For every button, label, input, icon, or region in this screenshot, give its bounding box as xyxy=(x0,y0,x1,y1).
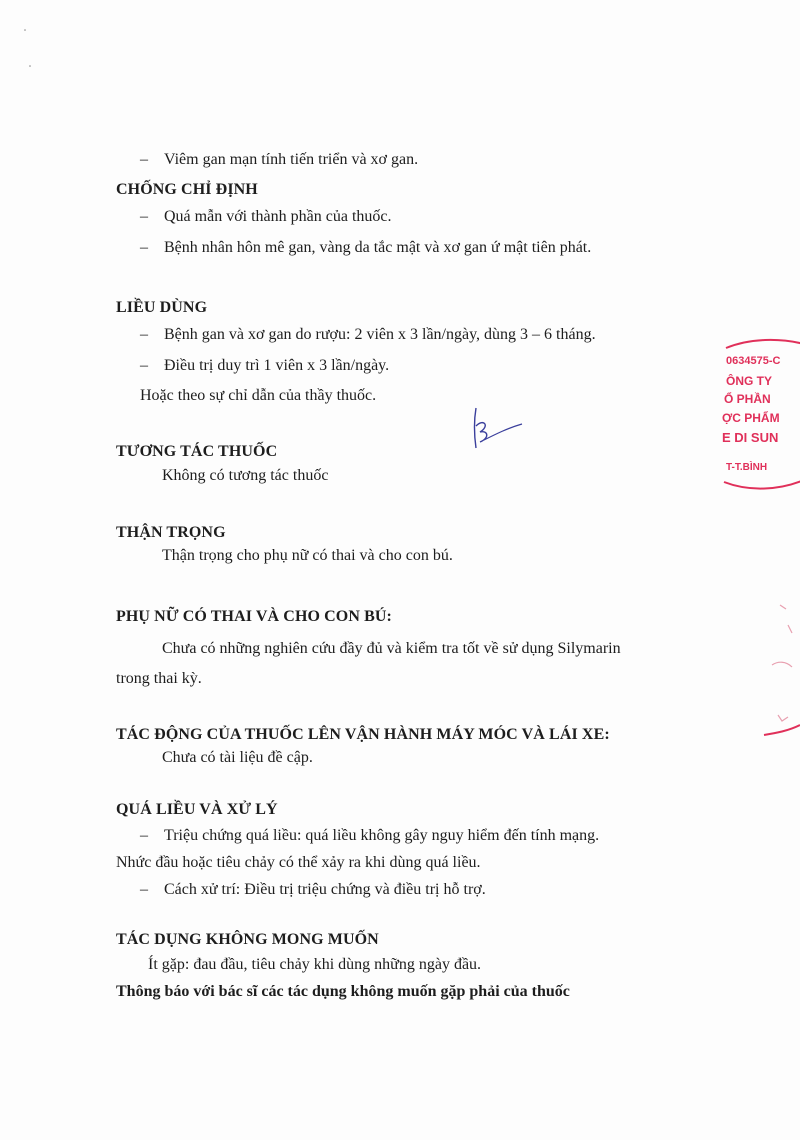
dosage-note: Hoặc theo sự chỉ dẫn của thầy thuốc. xyxy=(140,387,377,404)
contraindication-item: Quá mẫn với thành phần của thuốc. xyxy=(164,208,392,225)
dosage-item: Bệnh gan và xơ gan do rượu: 2 viên x 3 lần/ngày, dùng 3 – 6 tháng. xyxy=(164,326,596,343)
heading-side-effects: TÁC DỤNG KHÔNG MONG MUỐN xyxy=(116,931,379,948)
pregnancy-text-cont: trong thai kỳ. xyxy=(116,670,202,687)
bullet-dash: – xyxy=(140,239,148,256)
stamp-text-pharma: ỢC PHẨM xyxy=(722,411,780,425)
dosage-item: Điều trị duy trì 1 viên x 3 lần/ngày. xyxy=(164,357,390,374)
indication-item: Viêm gan mạn tính tiến triển và xơ gan. xyxy=(164,151,419,168)
driving-text: Chưa có tài liệu đề cập. xyxy=(162,749,313,766)
bullet-dash: – xyxy=(140,881,148,898)
bullet-dash: – xyxy=(140,326,148,343)
stamp-text-code: 0634575-C xyxy=(726,355,781,367)
bullet-dash: – xyxy=(140,208,148,225)
company-stamp xyxy=(720,330,800,490)
caution-text: Thận trọng cho phụ nữ có thai và cho con bú. xyxy=(162,547,453,564)
contraindication-item: Bệnh nhân hôn mê gan, vàng da tắc mật và xơ gan ứ mật tiên phát. xyxy=(164,239,592,256)
overdose-item: Cách xử trí: Điều trị triệu chứng và điều trị hỗ trợ. xyxy=(164,881,486,898)
side-effects-text: Ít gặp: đau đầu, tiêu chảy khi dùng những ngày đầu. xyxy=(148,956,482,973)
pregnancy-text: Chưa có những nghiên cứu đầy đủ và kiểm tra tốt về sử dụng Silymarin xyxy=(162,640,621,657)
faint-stamp-mark xyxy=(760,595,800,745)
heading-overdose: QUÁ LIỀU VÀ XỬ LÝ xyxy=(116,801,278,818)
heading-dosage: LIỀU DÙNG xyxy=(116,299,208,316)
bullet-dash: – xyxy=(140,357,148,374)
heading-caution: THẬN TRỌNG xyxy=(116,524,226,541)
bullet-dash: – xyxy=(140,827,148,844)
interactions-text: Không có tương tác thuốc xyxy=(162,467,329,484)
final-notice: Thông báo với bác sĩ các tác dụng không muốn gặp phải của thuốc xyxy=(116,983,570,1000)
heading-driving: TÁC ĐỘNG CỦA THUỐC LÊN VẬN HÀNH MÁY MÓC VÀ LÁI XE: xyxy=(116,726,610,743)
overdose-text-cont: Nhức đầu hoặc tiêu chảy có thể xảy ra khi dùng quá liều. xyxy=(116,854,481,871)
scan-marks xyxy=(0,0,40,80)
heading-interactions: TƯƠNG TÁC THUỐC xyxy=(116,443,278,460)
stamp-text-shares: Ổ PHẦN xyxy=(724,392,771,406)
stamp-text-name: E DI SUN xyxy=(722,430,779,445)
bullet-dash: – xyxy=(140,151,148,168)
heading-contraindications: CHỐNG CHỈ ĐỊNH xyxy=(116,181,258,198)
stamp-text-location: T-T.BÌNH xyxy=(726,462,768,473)
overdose-item: Triệu chứng quá liều: quá liều không gây nguy hiểm đến tính mạng. xyxy=(164,827,600,844)
stamp-text-company: ÔNG TY xyxy=(726,374,773,388)
signature-initials xyxy=(466,404,526,454)
heading-pregnancy: PHỤ NỮ CÓ THAI VÀ CHO CON BÚ: xyxy=(116,608,392,625)
